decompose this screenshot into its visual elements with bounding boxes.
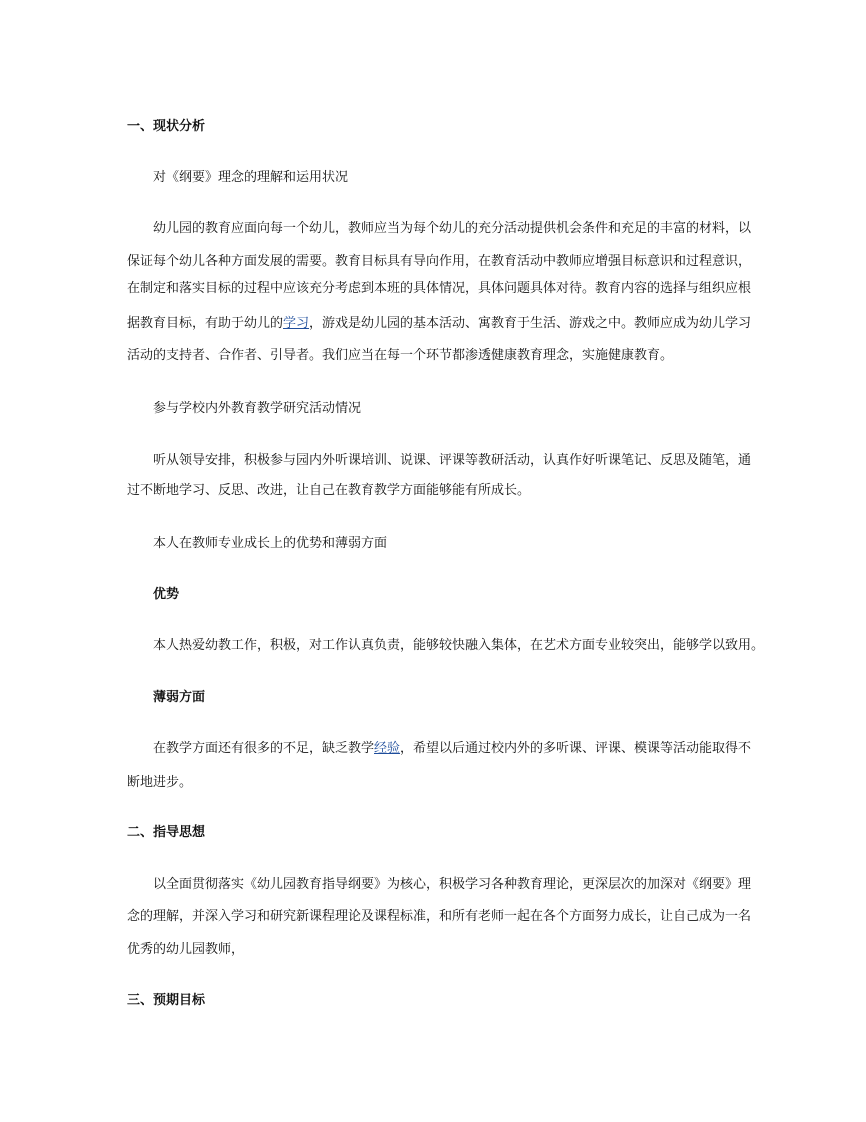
heading-expected-goals: 三、预期目标 (127, 993, 206, 1008)
paragraph-line: 以全面贯彻落实《幼儿园教育指导纲要》为核心，积极学习各种教育理论，更深层次的加深对《纲要》理 (153, 877, 752, 892)
paragraph-line: 保证每个幼儿各种方面发展的需要。教育目标具有导向作用，在教育活动中教师应增强目标意识和过程意识， (127, 254, 752, 269)
paragraph-line: 在制定和落实目标的过程中应该充分考虑到本班的具体情况，具体问题具体对待。教育内容的选择与组织应根 (127, 281, 752, 296)
paragraph-line (127, 316, 751, 332)
subheading-strengths-weaknesses: 本人在教师专业成长上的优势和薄弱方面 (153, 536, 388, 551)
paragraph-line: 过不断地学习、反思、改进，让自己在教育教学方面能够能有所成长。 (127, 483, 531, 498)
heading-status-analysis: 一、现状分析 (127, 119, 206, 134)
subheading-understanding: 对《纲要》理念的理解和运用状况 (153, 170, 349, 185)
paragraph-line: 断地进步。 (127, 775, 193, 790)
text: ，游戏是幼儿园的基本活动、寓教育于生活、游戏之中。教师应成为幼儿学习 (309, 316, 752, 331)
text: 在教学方面还有很多的不足，缺乏教学 (153, 741, 375, 756)
paragraph-line: 本人热爱幼教工作，积极，对工作认真负责，能够较快融入集体，在艺术方面专业较突出，能够学以致用。 (153, 638, 765, 653)
heading-guiding-ideology: 二、指导思想 (127, 825, 206, 840)
subheading-research: 参与学校内外教育教学研究活动情况 (153, 401, 362, 416)
heading-weaknesses: 薄弱方面 (153, 690, 206, 705)
link-study[interactable]: 学习 (283, 316, 310, 331)
text: 据教育目标，有助于幼儿的 (127, 316, 284, 331)
text: ，希望以后通过校内外的多听课、评课、模课等活动能取得不 (400, 741, 752, 756)
paragraph-line: 幼儿园的教育应面向每一个幼儿，教师应当为每个幼儿的充分活动提供机会条件和充足的丰富的材料，以 (153, 221, 752, 236)
paragraph-line: 活动的支持者、合作者、引导者。我们应当在每一个环节都渗透健康教育理念，实施健康教育。 (127, 348, 674, 363)
paragraph-line (153, 741, 751, 757)
paragraph-line: 念的理解，并深入学习和研究新课程理论及课程标准，和所有老师一起在各个方面努力成长，让自己成为一名 (127, 909, 752, 924)
paragraph-line: 听从领导安排，积极参与园内外听课培训、说课、评课等教研活动，认真作好听课笔记、反思及随笔，通 (153, 453, 752, 468)
paragraph-line: 优秀的幼儿园教师， (127, 942, 245, 957)
link-experience[interactable]: 经验 (374, 741, 401, 756)
heading-advantages: 优势 (153, 587, 180, 602)
